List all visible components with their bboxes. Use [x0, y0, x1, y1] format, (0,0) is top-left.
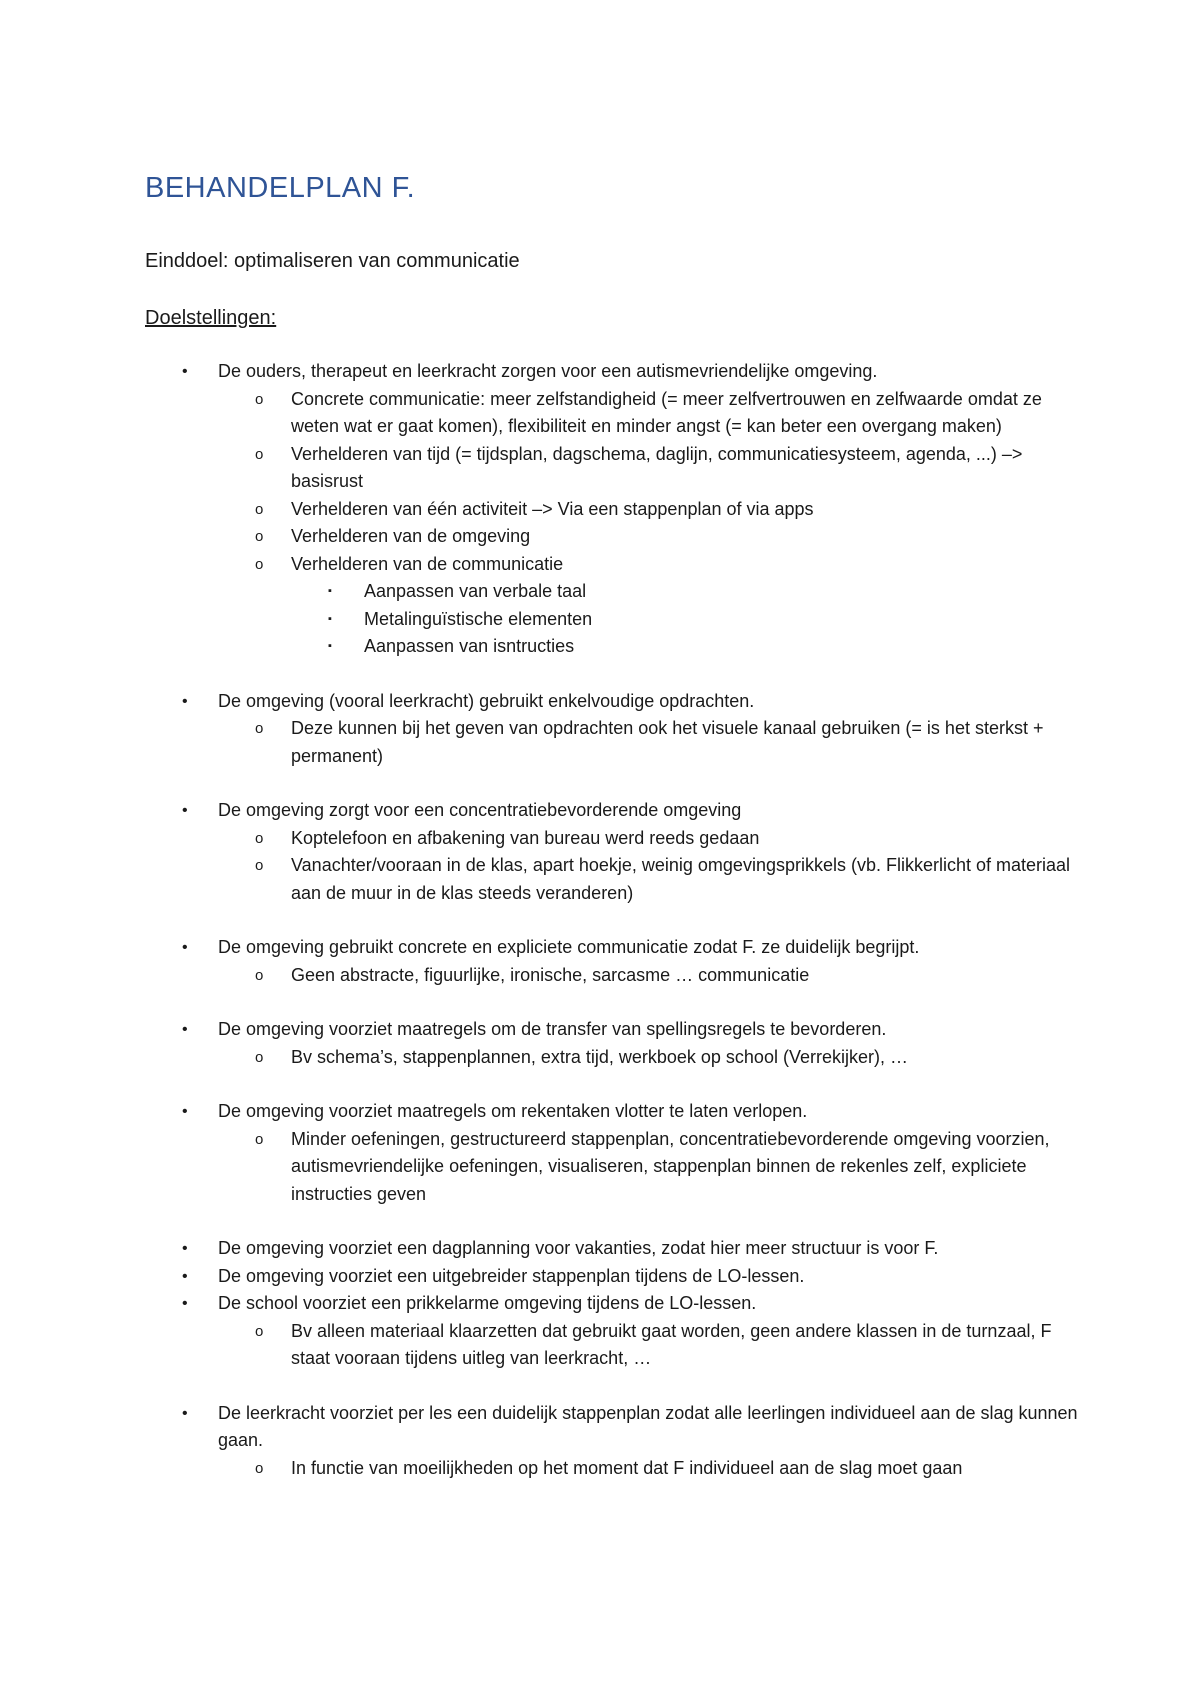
sub-list-item-text: Deze kunnen bij het geven van opdrachten ook het visuele kanaal gebruiken (= is het sterkst + permanent): [291, 718, 1044, 766]
end-goal: Einddoel: optimaliseren van communicatie: [145, 250, 520, 272]
sub-list-item: [145, 496, 1085, 524]
bullet-icon: •: [182, 363, 188, 380]
objectives-heading: Doelstellingen:: [145, 307, 277, 329]
list-item: [145, 1016, 1085, 1044]
list-item: [145, 1235, 1085, 1263]
sub-list-item: [145, 852, 1085, 907]
square-bullet-icon: ▪: [328, 585, 332, 597]
sub-list-item: [145, 1318, 1085, 1373]
bullet-icon: •: [182, 1404, 188, 1422]
list-item: [145, 934, 1085, 962]
objective-block: [145, 934, 1085, 989]
circle-bullet-icon: o: [255, 528, 264, 545]
sub-list-item-text: Verhelderen van tijd (= tijdsplan, dagschema, daglijn, communicatiesysteem, agenda, ...) –> basisrust: [291, 443, 1023, 491]
sub-sub-list-item: [145, 606, 1085, 634]
objective-block: [145, 1235, 1085, 1263]
list-item: [145, 797, 1085, 825]
circle-bullet-icon: o: [255, 857, 264, 874]
bullet-icon: •: [182, 1021, 188, 1038]
circle-bullet-icon: o: [255, 1322, 264, 1340]
list-item: [145, 1098, 1085, 1126]
circle-bullet-icon: o: [255, 966, 264, 984]
circle-bullet-icon: o: [255, 500, 264, 518]
sub-list-item-text: Bv schema’s, stappenplannen, extra tijd, werkboek op school (Verrekijker), …: [291, 1046, 908, 1067]
list-item-text: De omgeving voorziet een dagplanning voor vakanties, zodat hier meer structuur is voor F.: [218, 1238, 939, 1258]
list-item-text: De leerkracht voorziet per les een duidelijk stappenplan zodat alle leerlingen individueel aan de slag kunnen gaan.: [218, 1402, 1078, 1450]
square-bullet-icon: ▪: [328, 612, 332, 625]
list-item: [145, 688, 1085, 716]
sub-list-item-text: Concrete communicatie: meer zelfstandigheid (= meer zelfvertrouwen en zelfwaarde omdat ze weten wat er gaat komen), flexibiliteit en minder angst (= kan beter een overgang maken): [291, 388, 1042, 436]
sub-list-item: [145, 386, 1085, 441]
circle-bullet-icon: o: [255, 555, 264, 573]
sub-list-item: [145, 1126, 1085, 1209]
objective-block: [145, 1263, 1085, 1291]
objective-block: [145, 1400, 1085, 1483]
sub-list-item-text: Bv alleen materiaal klaarzetten dat gebruikt gaat worden, geen andere klassen in de turnzaal, F staat vooraan tijdens uitleg van leerkracht, …: [291, 1320, 1052, 1368]
list-item-text: De omgeving (vooral leerkracht) gebruikt enkelvoudige opdrachten.: [218, 690, 755, 711]
sub-list-item-text: In functie van moeilijkheden op het moment dat F individueel aan de slag moet gaan: [291, 1457, 963, 1478]
sub-list-item-text: Vanachter/vooraan in de klas, apart hoekje, weinig omgevingsprikkels (vb. Flikkerlicht of materiaal aan de muur in de klas steeds veranderen): [291, 855, 1071, 903]
list-item-text: De omgeving zorgt voor een concentratiebevorderende omgeving: [218, 800, 742, 820]
list-item-text: De school voorziet een prikkelarme omgeving tijdens de LO-lessen.: [218, 1293, 757, 1313]
circle-bullet-icon: o: [255, 1048, 264, 1066]
bullet-icon: •: [182, 1103, 188, 1120]
sub-list-item: [145, 523, 1085, 551]
list-item-text: De omgeving voorziet maatregels om de transfer van spellingsregels te bevorderen.: [218, 1019, 887, 1039]
sub-list-item: [145, 441, 1085, 496]
objective-block: [145, 1016, 1085, 1071]
sub-list-item: [145, 715, 1085, 770]
list-item-text: De ouders, therapeut en leerkracht zorgen voor een autismevriendelijke omgeving.: [218, 361, 878, 381]
sub-list-item-text: Geen abstracte, figuurlijke, ironische, sarcasme … communicatie: [291, 964, 810, 985]
bullet-icon: •: [182, 692, 188, 710]
sub-list-item: [145, 1455, 1085, 1483]
square-bullet-icon: ▪: [328, 640, 332, 652]
sub-list-item-text: Verhelderen van de omgeving: [291, 526, 531, 546]
sub-list-item-text: Verhelderen van één activiteit –> Via een stappenplan of via apps: [291, 498, 814, 519]
bullet-icon: •: [182, 939, 188, 956]
bullet-icon: •: [182, 1240, 188, 1257]
objective-block: [145, 688, 1085, 771]
sub-sub-list-item-text: Aanpassen van isntructies: [364, 636, 575, 656]
sub-list-item-text: Verhelderen van de communicatie: [291, 553, 564, 574]
document-page: [145, 168, 1085, 1509]
circle-bullet-icon: o: [255, 1459, 264, 1477]
objective-block: [145, 358, 1085, 661]
sub-sub-list-item-text: Metalinguïstische elementen: [364, 608, 593, 629]
objective-block: [145, 797, 1085, 907]
sub-list-item-text: Koptelefoon en afbakening van bureau werd reeds gedaan: [291, 827, 760, 848]
list-item: [145, 1400, 1085, 1455]
bullet-icon: •: [182, 1295, 188, 1312]
sub-list-item-text: Minder oefeningen, gestructureerd stappenplan, concentratiebevorderende omgeving voorzien, autismevriendelijke oefeningen, visualiseren, stappenplan binnen de rekenles zelf, expliciete instructies geven: [291, 1128, 1050, 1204]
circle-bullet-icon: o: [255, 1130, 264, 1148]
sub-sub-list-item-text: Aanpassen van verbale taal: [364, 581, 587, 601]
circle-bullet-icon: o: [255, 445, 264, 463]
bullet-icon: •: [182, 1267, 188, 1285]
bullet-icon: •: [182, 802, 188, 819]
sub-sub-list-item: [145, 578, 1085, 606]
sub-list-item: [145, 1044, 1085, 1072]
objective-block: [145, 1290, 1085, 1373]
list-item-text: De omgeving gebruikt concrete en expliciete communicatie zodat F. ze duidelijk begrijpt.: [218, 937, 920, 957]
circle-bullet-icon: o: [255, 720, 264, 737]
sub-list-item: [145, 825, 1085, 853]
document-title: BEHANDELPLAN F.: [145, 172, 416, 204]
list-item-text: De omgeving voorziet maatregels om rekentaken vlotter te laten verlopen.: [218, 1101, 808, 1121]
sub-list-item: [145, 551, 1085, 579]
list-item: [145, 1263, 1085, 1291]
objective-block: [145, 1098, 1085, 1208]
list-item: [145, 1290, 1085, 1318]
list-item-text: De omgeving voorziet een uitgebreider stappenplan tijdens de LO-lessen.: [218, 1265, 805, 1286]
list-item: [145, 358, 1085, 386]
sub-sub-list-item: [145, 633, 1085, 661]
circle-bullet-icon: o: [255, 390, 264, 408]
sub-list-item: [145, 962, 1085, 990]
circle-bullet-icon: o: [255, 829, 264, 847]
